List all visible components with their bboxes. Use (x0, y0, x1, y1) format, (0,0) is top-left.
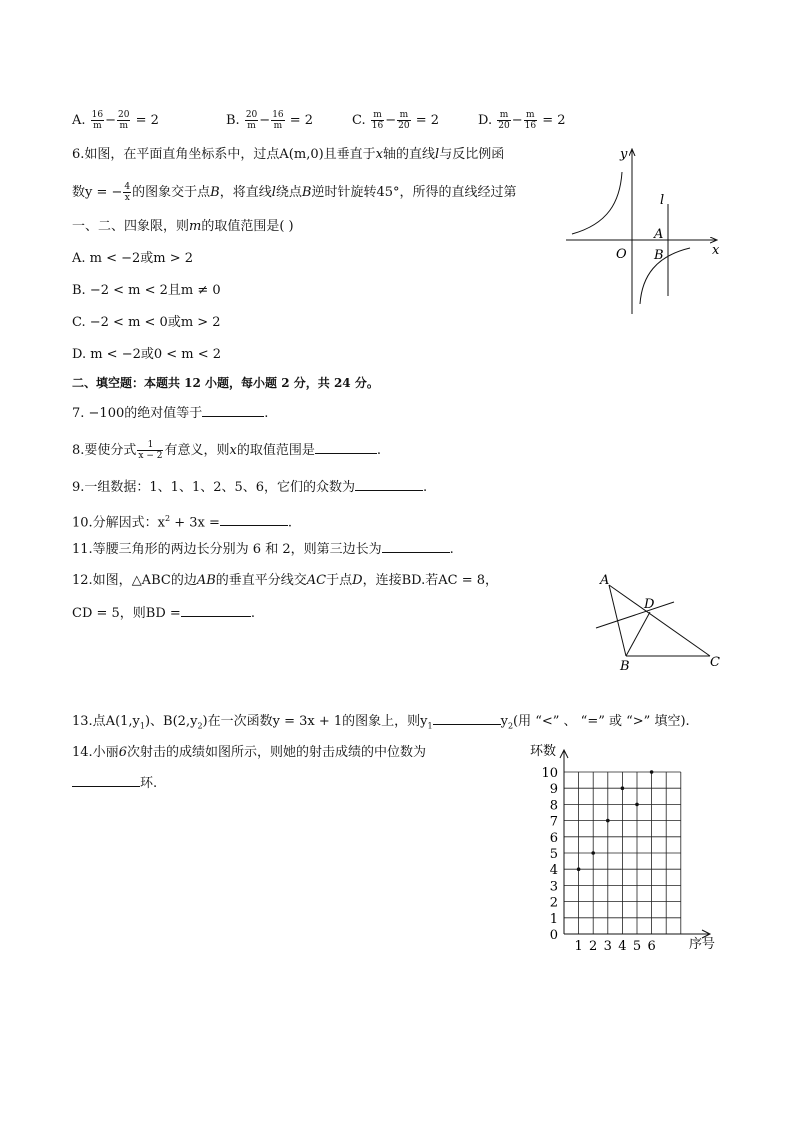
q6-line-1 (72, 146, 504, 164)
question-13 (72, 712, 690, 736)
origin-tick-label: 0 (549, 928, 558, 943)
vertex-label-b: B (620, 659, 630, 674)
text: 8.要使分式 (72, 443, 137, 458)
denominator: m (93, 121, 102, 131)
text: 6.如图，在平面直角坐标系中，过点A(m,0)且垂直于 (72, 147, 376, 162)
numerator: 4 (124, 182, 131, 192)
fraction (271, 110, 284, 131)
text: 的图象交于点 (132, 185, 211, 200)
chart-grid (564, 772, 681, 934)
denominator: x (124, 193, 130, 203)
answer-blank[interactable] (220, 513, 288, 526)
fraction (245, 110, 258, 131)
answer-blank[interactable] (382, 540, 450, 553)
q6-option-d: D. m < −2或0 < m < 2 (72, 347, 222, 362)
denominator: 20 (498, 121, 510, 131)
segment-ac (609, 585, 710, 656)
segment-ab: AB (196, 573, 216, 588)
question-9 (72, 478, 427, 497)
question-10 (72, 510, 292, 532)
subscript: 1 (427, 721, 433, 731)
text: 于点 (326, 573, 353, 588)
answer-blank[interactable] (433, 712, 501, 725)
equation-rhs: = 2 (289, 113, 314, 128)
text: 10.分解因式：x (72, 515, 166, 531)
vertex-label-a: A (600, 573, 610, 588)
option-label: C. (352, 113, 366, 128)
fraction (397, 110, 410, 131)
y-tick-label: 3 (549, 879, 558, 895)
data-point (635, 803, 639, 807)
numerator: 1 (137, 440, 163, 451)
denominator: 16 (371, 121, 384, 131)
y-tick-label: 7 (549, 814, 558, 830)
numerator: m (397, 110, 410, 121)
question-11 (72, 540, 454, 559)
point-label-a: A (654, 227, 664, 242)
x-tick-label: 2 (589, 939, 598, 954)
y-tick-label: 5 (549, 847, 558, 862)
subscript: 2 (507, 721, 514, 731)
var-x: x (375, 147, 384, 162)
period: . (250, 606, 255, 621)
x-tick-label: 5 (632, 939, 642, 954)
text: 12.如图， (72, 573, 132, 588)
question-7 (72, 404, 268, 423)
chart-tick-labels (541, 766, 655, 954)
denominator: m (273, 121, 283, 131)
q6-option-c: C. −2 < m < 0或m > 2 (72, 315, 221, 330)
section-heading: 二、填空题：本题共 12 小题，每小题 2 分，共 24 分。 (72, 376, 379, 390)
axis-label-y: y (620, 147, 628, 162)
text: 11.等腰三角形的两边长分别为 6 和 2，则第三边长为 (72, 542, 382, 557)
data-point (591, 851, 595, 855)
answer-blank[interactable] (181, 604, 251, 617)
question-14-line-1 (72, 744, 426, 762)
answer-blank[interactable] (202, 404, 264, 417)
q12-triangle-figure (592, 570, 727, 674)
q5-option-b (226, 110, 313, 131)
y-tick-label: 10 (541, 766, 558, 781)
text: 9.一组数据：1、1、1、2、5、6，它们的众数为 (72, 480, 356, 495)
point-b: B (301, 185, 312, 200)
point-b: B (210, 185, 220, 200)
numerator: 16 (272, 110, 284, 120)
y-tick-label: 4 (549, 863, 558, 879)
text: 逆时针旋转45°，所得的直线经过第 (311, 185, 517, 200)
numerator: m (524, 110, 537, 121)
hyperbola-branch-right (640, 248, 690, 304)
point-label-b: B (654, 248, 664, 263)
fraction (497, 110, 510, 131)
q6-option-a: A. m < −2或m > 2 (72, 251, 194, 266)
origin-label: O (616, 247, 627, 262)
equation-rhs: = 2 (415, 113, 440, 128)
text: )、B(2,y (144, 714, 198, 729)
text: 的取值范围是( ) (201, 219, 294, 234)
fraction (137, 440, 163, 461)
period: . (376, 443, 381, 458)
text: 次射击的成绩如图所示，则她的射击成绩的中位数为 (126, 745, 426, 760)
y-axis-title: 环数 (530, 744, 557, 759)
fraction (524, 110, 537, 131)
x-tick-label: 3 (603, 939, 612, 954)
text: (用 “<” 、 “=” 或 “>” 填空). (513, 714, 690, 729)
text: 13.点A(1,y (72, 714, 140, 729)
y-tick-label: 2 (549, 895, 558, 911)
question-14-line-2 (72, 774, 157, 793)
text: ，将直线 (219, 185, 272, 200)
point-label-d: D (644, 597, 655, 612)
text: + 3x = (170, 515, 220, 531)
numerator: m (497, 110, 510, 121)
q6-line-3 (72, 218, 294, 236)
data-point (606, 819, 610, 823)
text: ，连接BD.若AC = 8， (362, 573, 499, 588)
text: 的取值范围是 (236, 443, 315, 458)
minus-sign: − (511, 113, 523, 128)
answer-blank[interactable] (315, 441, 377, 454)
segment-ac: AC (306, 573, 327, 588)
fraction (123, 182, 131, 203)
data-point (577, 867, 581, 871)
text: 与反比例函 (439, 147, 505, 162)
var-l: l (271, 185, 276, 200)
fraction (91, 110, 104, 131)
var-x: x (229, 443, 237, 458)
var-m: m (189, 219, 202, 234)
minus-sign: − (105, 113, 117, 128)
q6-figure (560, 142, 730, 318)
q5-option-a (72, 110, 159, 131)
text: 一、二、四象限，则 (72, 219, 190, 234)
point-d: D (352, 573, 363, 588)
subscript: 2 (197, 721, 203, 731)
x-tick-label: 1 (574, 939, 583, 954)
period: . (264, 406, 269, 421)
vertex-label-c: C (710, 655, 720, 670)
data-point (621, 786, 625, 790)
q6-line-2 (72, 182, 517, 203)
option-label: D. (478, 113, 493, 128)
period: . (423, 480, 428, 495)
text: 有意义，则 (164, 443, 230, 458)
numerator: 20 (118, 110, 130, 120)
equation-rhs: = 2 (542, 113, 566, 128)
y-tick-label: 9 (549, 782, 558, 798)
number: 6 (118, 745, 127, 760)
text: 14.小丽 (72, 745, 119, 760)
option-label: B. (226, 113, 240, 128)
y-tick-label: 1 (549, 911, 558, 927)
q5-option-c (352, 110, 439, 131)
q14-scatter-chart (528, 738, 728, 954)
answer-blank[interactable] (72, 774, 140, 787)
var-l: l (435, 147, 440, 162)
fraction (371, 110, 384, 131)
question-12-line-2 (72, 604, 255, 623)
text: △ABC的边 (131, 573, 197, 588)
period: . (287, 515, 293, 531)
text: )在一次函数y = 3x + 1的图象上，则y (202, 714, 428, 729)
text: 轴的直线 (383, 147, 436, 162)
option-label: A. (72, 113, 86, 128)
question-8 (72, 440, 381, 461)
text: 绕点 (275, 185, 302, 200)
minus-sign: − (385, 113, 397, 128)
axis-label-x: x (712, 243, 720, 258)
text: 的垂直平分线交 (215, 573, 307, 588)
question-12-line-1 (72, 572, 498, 590)
superscript: 2 (165, 514, 171, 523)
text: 环. (140, 776, 158, 791)
hyperbola-branch-left (572, 172, 622, 234)
subscript: 1 (139, 721, 145, 731)
numerator: 20 (245, 110, 258, 120)
answer-blank[interactable] (355, 478, 423, 491)
denominator: 20 (398, 121, 410, 131)
text: 数y = − (72, 185, 123, 200)
perpendicular-bisector (596, 602, 674, 628)
denominator: 16 (524, 121, 537, 131)
denominator: x − 2 (138, 451, 163, 461)
x-axis-title: 序号 (689, 937, 716, 952)
numerator: 16 (91, 110, 104, 120)
period: . (449, 542, 454, 557)
text: y (500, 714, 508, 729)
q5-option-d (478, 110, 565, 131)
text: 7. −100的绝对值等于 (72, 406, 203, 421)
chart-axes (560, 750, 710, 938)
x-tick-label: 6 (647, 939, 656, 954)
q6-option-b: B. −2 < m < 2且m ≠ 0 (72, 283, 221, 298)
data-point (650, 770, 654, 774)
minus-sign: − (259, 113, 271, 128)
fraction (117, 110, 130, 131)
text: CD = 5，则BD = (72, 606, 181, 621)
x-tick-label: 4 (618, 939, 627, 954)
denominator: m (119, 121, 129, 131)
numerator: m (371, 110, 384, 121)
line-label-l: l (660, 193, 665, 208)
y-tick-label: 6 (549, 830, 558, 846)
denominator: m (247, 121, 256, 131)
segment-bd (626, 612, 650, 656)
equation-rhs: = 2 (135, 113, 159, 128)
y-tick-label: 8 (549, 798, 558, 814)
